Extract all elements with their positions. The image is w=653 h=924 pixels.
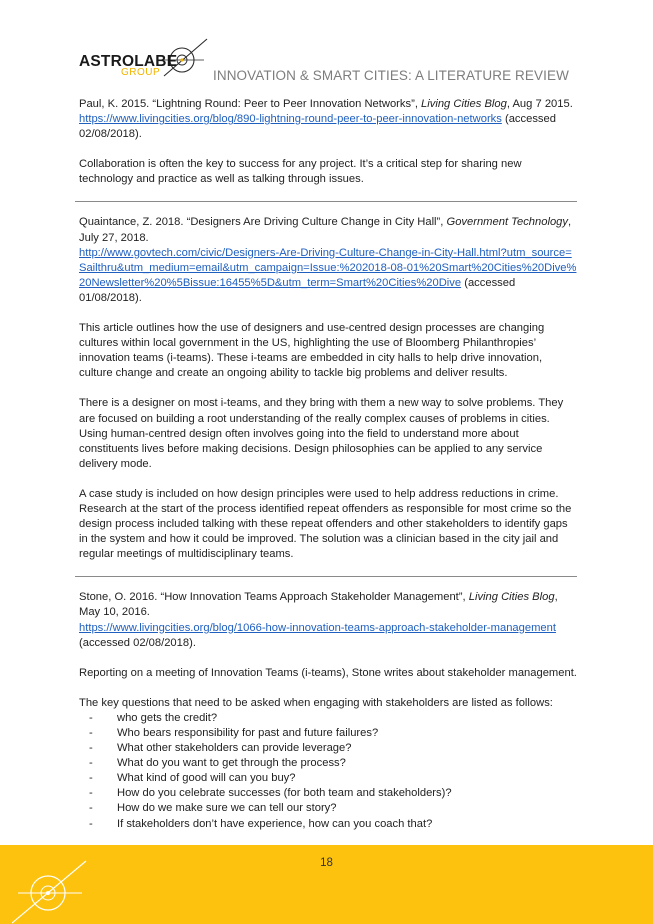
summary-paragraph: This article outlines how the use of designers and use-centred design processes are changing cultures within local government in the US, highlighting the use of Bloomberg Philanthropies’ innovation teams (i-teams). These i-teams are embedded in city halls to help drive innovation, culture change and create an ongoing ability to tackle big problems and deliver results. [79, 322, 545, 380]
page-footer [0, 845, 653, 924]
question-list [79, 711, 577, 832]
list-item: - How do we make sure we can tell our story? [89, 802, 337, 815]
reference-entry [79, 215, 577, 562]
logo-wordmark: ASTROLABE [79, 53, 178, 70]
list-item: - Who bears responsibility for past and future failures? [89, 727, 379, 739]
reference-entry [79, 97, 577, 187]
reference-link[interactable]: https://www.livingcities.org/blog/890-lightning-round-peer-to-peer-innovation-networks [79, 113, 502, 126]
page-number: 18 [320, 857, 333, 869]
page-header [0, 0, 653, 96]
reference-entry [79, 590, 577, 831]
list-intro: The key questions that need to be asked when engaging with stakeholders are listed as follows: [79, 696, 553, 709]
list-item: - What other stakeholders can provide leverage? [89, 742, 352, 755]
citation: Paul, K. 2015. “Lightning Round: Peer to Peer Innovation Networks”, Living Cities Blog, Aug 7 2015. https://www.livingcities.org/blog/890-lightning-round-peer-to-peer-innovation-networks (accessed 02/08/2018). [79, 98, 573, 141]
list-item: - How do you celebrate successes (for both team and stakeholders)? [89, 787, 452, 800]
list-item: - If stakeholders don’t have experience, how can you coach that? [89, 817, 433, 830]
citation-source: Government Technology [446, 216, 568, 229]
citation-source: Living Cities Blog [468, 591, 555, 604]
summary-paragraph: Reporting on a meeting of Innovation Teams (i-teams), Stone writes about stakeholder management. [79, 666, 577, 679]
citation: Stone, O. 2016. “How Innovation Teams Approach Stakeholder Management”, Living Cities Blog, May 10, 2016. https://www.livingcities.org/blog/1066-how-innovation-teams-approach-stakeholder-management (accessed 02/08/2018). [79, 591, 558, 649]
citation-source: Living Cities Blog [421, 98, 507, 110]
section-divider [75, 201, 577, 202]
list-item: - What do you want to get through the process? [89, 757, 346, 770]
page-content [79, 97, 577, 832]
reference-link[interactable]: https://www.livingcities.org/blog/1066-how-innovation-teams-approach-stakeholder-management [79, 621, 556, 634]
summary-paragraph: There is a designer on most i-teams, and they bring with them a new way to solve problems. They are focused on building a root understanding of the really complex causes of problems in cities. Using human-centred design often involves going into the field to understand more about constituents lives before making decisions. Design philosophies can be applied to any service delivery mode. [79, 397, 564, 470]
section-divider [75, 576, 577, 577]
citation: Quaintance, Z. 2018. “Designers Are Driving Culture Change in City Hall”, Government Technology, July 27, 2018. http://www.govtech.com/civic/Designers-Are-Driving-Culture-Change-in-City-Hall.html?utm_source=Sailthru&utm_medium=email&utm_campaign=Issue:%202018-08-01%20Smart%20Cities%20Dive%20Newsletter%20%5Bissue:16455%5D&utm_term=Smart%20Cities%20Dive (accessed 01/08/2018). [79, 216, 577, 304]
list-item: - What kind of good will can you buy? [89, 772, 296, 785]
summary-paragraph: A case study is included on how design principles were used to help address reductions in crime. Research at the start of the process identified repeat offenders as responsible for most crime so the design process included talking with these repeat offenders and other stakeholders to identify gaps in the system and how it could be improved. The solution was a clinician based in the city jail and regular meetings of multidisciplinary teams. [79, 487, 572, 561]
summary-paragraph: Collaboration is often the key to success for any project. It’s a critical step for sharing new technology and practice as well as talking through issues. [79, 158, 522, 186]
list-item: - who gets the credit? [89, 711, 218, 724]
logo-group-label: GROUP [121, 67, 161, 78]
document-title: INNOVATION & SMART CITIES: A LITERATURE REVIEW [213, 68, 569, 83]
reference-link[interactable]: http://www.govtech.com/civic/Designers-Are-Driving-Culture-Change-in-City-Hall.html?utm_source=Sailthru&utm_medium=email&utm_campaign=Issue:%202018-08-01%20Smart%20Cities%20Dive%20Newsletter%20%5Bissue:16455%5D&utm_term=Smart%20Cities%20Dive [79, 246, 577, 289]
